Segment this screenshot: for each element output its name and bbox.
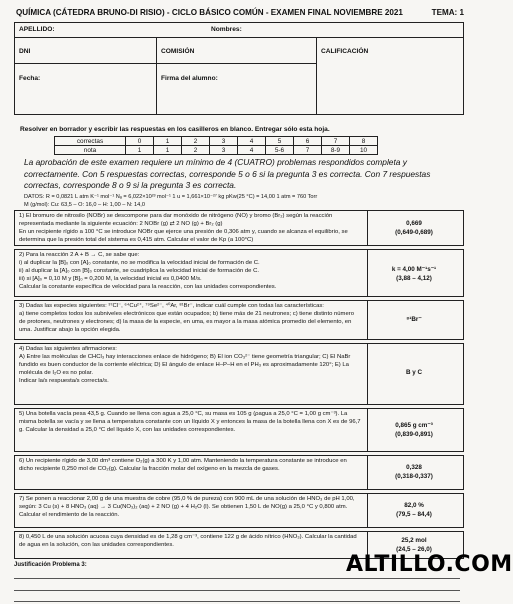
- problem-6: [14, 455, 464, 490]
- grade-row-nota: nota 1 1 2 3 4 5-6 7 8-9 10: [55, 146, 378, 155]
- problem-2: [14, 249, 464, 297]
- problem-answer: k = 4,00 M⁻¹s⁻¹ (3,88 – 4,12): [391, 266, 437, 282]
- firma-label: Firma del alumno:: [161, 75, 218, 82]
- problem-text: 4) Dadas las siguientes afirmaciones: A) Entre las moléculas de CHCl₃ hay interacciones enlace de hidrógeno; B) El ion CO₃²⁻ tiene geometría triangular; C) El NaBr fundido es buen conductor de la corriente eléctrica; D) El ángulo de enlace H–P–H en el PH₃ es aproximadamente 120°; E) La molécula de I₂O es no polar. Indicar la/s respuesta/s correcta/s.: [19, 346, 351, 384]
- answer-line: [14, 590, 460, 591]
- problem-answer: 82,0 % (79,5 – 84,4): [396, 502, 432, 518]
- problem-answer: 0,865 g cm⁻³ (0,839-0,891): [395, 422, 433, 438]
- calificacion-label: CALIFICACIÓN: [321, 48, 369, 55]
- problem-answer: 0,328 (0,318-0,337): [395, 464, 433, 480]
- answer-line: [14, 578, 460, 579]
- exam-title: QUÍMICA (CÁTEDRA BRUNO-DI RISIO) - CICLO BÁSICO COMÚN - EXAMEN FINAL NOVIEMBRE 2021: [16, 8, 403, 17]
- exam-tema: TEMA: 1: [431, 8, 464, 17]
- problem-answer: ⁸¹Br⁻: [406, 316, 422, 323]
- grade-table: [54, 136, 378, 155]
- problem-answer: B y C: [405, 369, 423, 376]
- problem-answer: 25,2 mol (24,5 – 26,0): [396, 537, 432, 553]
- problem-5: [14, 408, 464, 452]
- dni-label: DNI: [19, 48, 31, 55]
- problem-text: 3) Dadas las especies siguientes: ³⁷Cl⁻, ⁶⁴Cu²⁺, ⁷⁹Se²⁻, ⁴⁰Ar, ⁸¹Br⁻, indicar cuál cumple con todas las características: a) tiene completos todos los subniveles electrónicos que están ocupados; b) tiene más de 21 neutrones; c) tiene distinto número de protones, neutrones y electrones; d) la masa de la especie, en uma, es mayor a la masa atómica promedio del elemento, en uma. Justificar abajo la opción elegida.: [19, 303, 354, 333]
- fecha-label: Fecha:: [19, 75, 41, 82]
- problem-answer: 0,669 (0,649-0,689): [395, 220, 433, 236]
- grade-row-label: correctas: [55, 137, 126, 146]
- problem-3: [14, 300, 464, 340]
- exam-title-row: [16, 8, 464, 17]
- nombres-label: Nombres:: [211, 26, 242, 33]
- student-info-box: [14, 22, 464, 115]
- problem-text: 1) El bromuro de nitrosilo (NOBr) se descompone para dar monóxido de nitrógeno (NO) y bromo (Br₂) según la reacción representada mediante la siguiente ecuación: 2 NOBr (g) ⇄ 2 NO (g) + Br₂ (g) En un recipiente rígido a 100 °C se introduce NOBr que ejerce una presión de 0,306 atm y, cuando se alcanza el equilibrio, se determina que la presión total del sistema es 0,415 atm. Calcular el valor de Kp (a 100°C): [19, 213, 348, 243]
- problem-1: [14, 210, 464, 246]
- answer-line: [14, 601, 460, 602]
- problem-text: 7) Se ponen a reaccionar 2,00 g de una muestra de cobre (95,0 % de pureza) con 900 mL de una solución de HNO₃ de pH 1,00, según: 3 Cu (s) + 8 HNO₃ (aq) → 3 Cu(NO₃)₂ (aq) + 2 NO (g) + 4 H₂O (l). Se obtienen 1,50 L de NO(g) a 25,0 °C y 0,800 atm. Calcular el rendimiento de la reacción.: [19, 496, 355, 518]
- problem-7: [14, 493, 464, 528]
- problem-4: [14, 343, 464, 405]
- datos-line-2: M (g/mol): Cu: 63,5 – O: 16,0 – H: 1,00 – N: 14,0: [24, 202, 145, 208]
- grade-row-correctas: correctas 0 1 2 3 4 5 6 7 8: [55, 137, 378, 146]
- problem-text: 5) Una botella vacía pesa 43,5 g. Cuando se llena con agua a 25,0 °C, su masa es 105 g (ρagua a 25,0 °C = 1,00 g cm⁻³). La misma botella se vacía y se llena a temperatura constante con un líquido X y entonces la masa de la botella llena con X es de 96,7 g. Calcular la densidad a 25,0 °C del líquido X, con las unidades correspondientes.: [19, 411, 361, 433]
- grade-row-label: nota: [55, 146, 126, 155]
- apellido-label: APELLIDO:: [19, 26, 55, 33]
- comision-label: COMISIÓN: [161, 48, 195, 55]
- instructions: Resolver en borrador y escribir las respuestas en los casilleros en blanco. Entregar sólo esta hoja.: [20, 126, 330, 133]
- altillo-logo: ALTILLO.COM: [346, 552, 513, 577]
- justification-label: Justificación Problema 3:: [14, 562, 87, 568]
- problem-text: 2) Para la reacción 2 A + B → C, se sabe que: i) al duplicar la [B]₀ con [A]₀ constante, no se modifica la velocidad inicial de formación de C. ii) al duplicar la [A]₀ con [B]₀ constante, se cuadriplica la velocidad inicial de formación de C. iii) si [A]₀ = 0,10 M y [B]₀ = 0,200 M, la velocidad inicial es 0,0400 M/s. Calcular la constante específica de velocidad para la reacción, con las unidades correspondientes.: [19, 252, 277, 290]
- datos-line-1: DATOS: R = 0,0821 L atm K⁻¹ mol⁻¹ Nₐ = 6,022×10²³ mol⁻¹ 1 u = 1,661×10⁻²⁷ kg pKw(25 °C) = 14,00 1 atm = 760 Torr: [24, 194, 318, 200]
- problem-text: 6) Un recipiente rígido de 3,00 dm³ contiene O₂(g) a 300 K y 1,00 atm. Manteniendo la temperatura constante se introduce en dicho recipiente 0,250 mol de CO₂(g). Calcular la fracción molar del oxígeno en la mezcla de gases.: [19, 458, 347, 472]
- approval-paragraph: La aprobación de este examen requiere un mínimo de 4 (CUATRO) problemas respondidos completa y correctamente. Con 5 respuestas correctas, corresponde 5 o 6 si la pregunta 3 es correcta. Con 7 respuestas correctas, corresponde 8 o 9 si la pregunta 3 es correcta.: [24, 157, 431, 191]
- problem-text: 8) 0,450 L de una solución acuosa cuya densidad es de 1,28 g cm⁻³, contiene 122 g de ácido nítrico (HNO₃). Calcular la cantidad de agua en la solución, con las unidades correspondientes.: [19, 534, 357, 548]
